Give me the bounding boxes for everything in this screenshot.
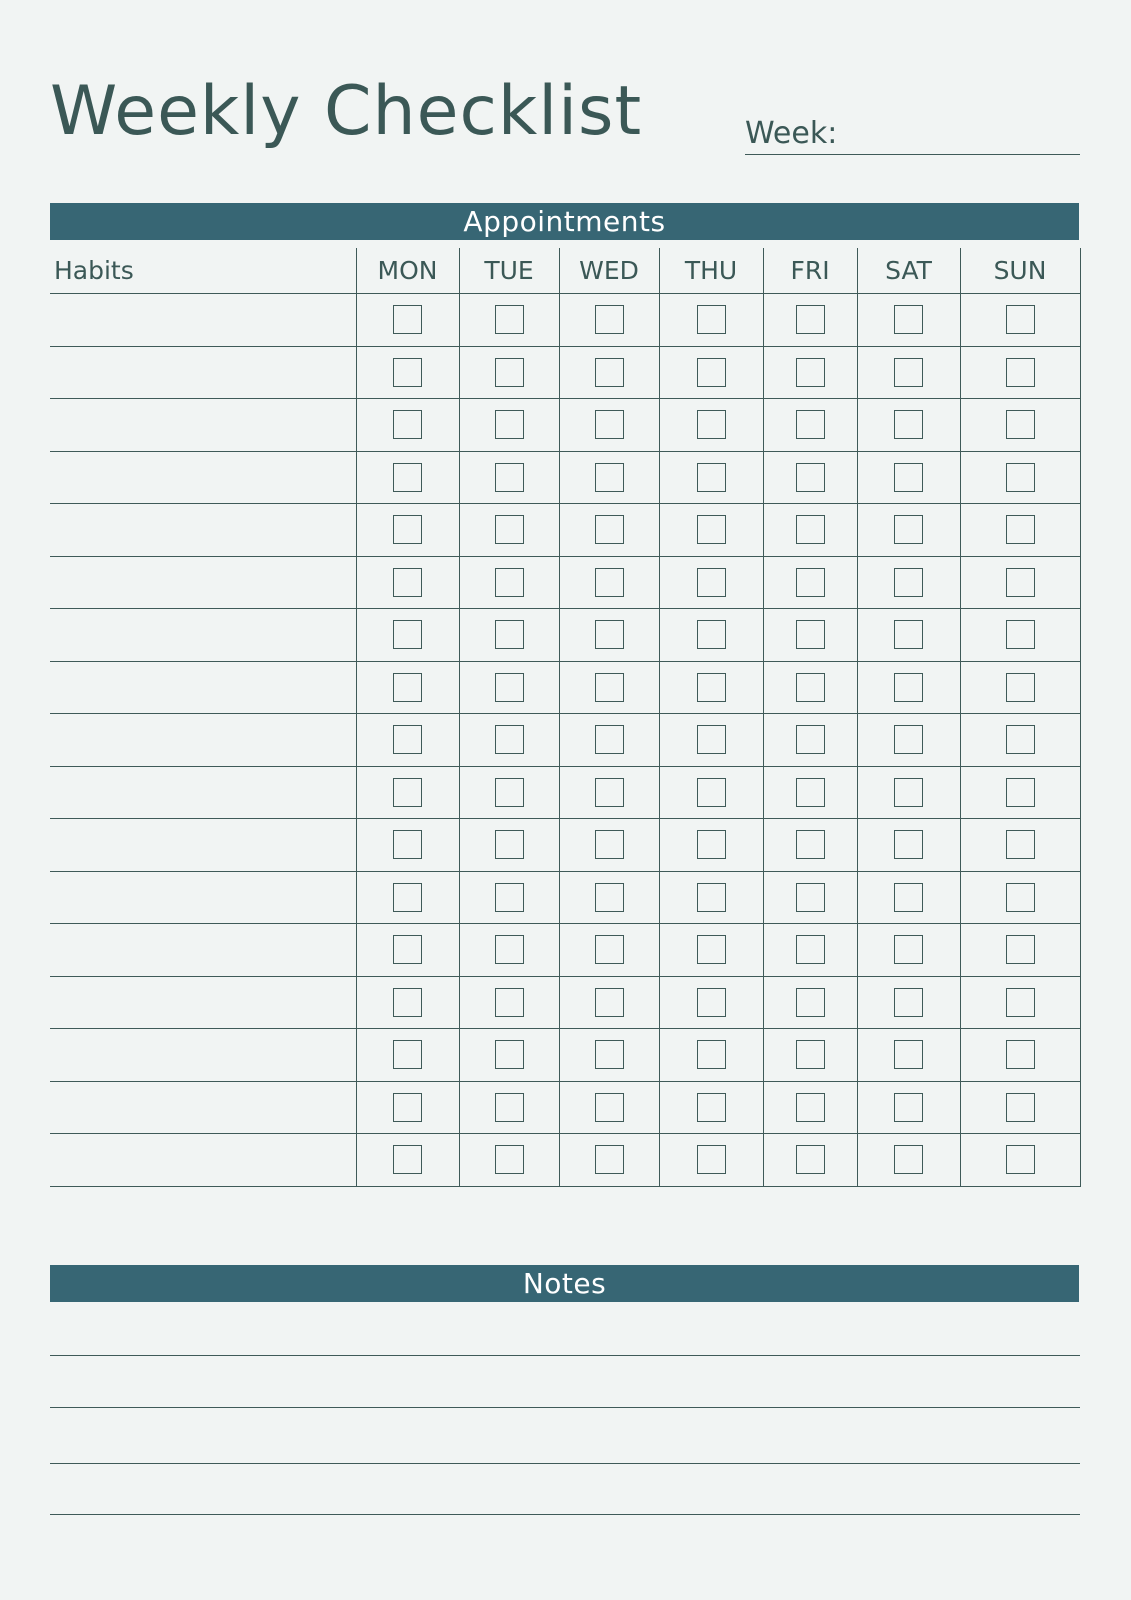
habit-name-field[interactable] [50, 556, 356, 609]
checkbox[interactable] [393, 620, 422, 649]
day-cell-fri [763, 819, 857, 872]
day-cell-tue [459, 766, 559, 819]
checkbox[interactable] [796, 673, 825, 702]
habit-row [50, 1134, 1080, 1187]
day-cell-wed [559, 819, 659, 872]
checkbox[interactable] [1006, 725, 1035, 754]
day-cell-tue [459, 294, 559, 347]
checkbox[interactable] [697, 1093, 726, 1122]
checkbox[interactable] [796, 883, 825, 912]
checkbox[interactable] [393, 883, 422, 912]
day-cell-fri [763, 1134, 857, 1187]
checkbox[interactable] [894, 830, 923, 859]
day-cell-thu [659, 871, 763, 924]
day-cell-thu [659, 661, 763, 714]
checkbox[interactable] [1006, 935, 1035, 964]
checkbox[interactable] [393, 988, 422, 1017]
day-cell-mon [356, 556, 459, 609]
day-cell-thu [659, 924, 763, 977]
checkbox[interactable] [495, 725, 524, 754]
checkbox[interactable] [495, 305, 524, 334]
habit-row [50, 346, 1080, 399]
habit-row [50, 976, 1080, 1029]
checkbox[interactable] [796, 935, 825, 964]
day-cell-wed [559, 451, 659, 504]
day-cell-tue [459, 346, 559, 399]
habit-name-field[interactable] [50, 609, 356, 662]
habit-name-field[interactable] [50, 346, 356, 399]
habit-name-field[interactable] [50, 766, 356, 819]
habit-row [50, 661, 1080, 714]
checkbox[interactable] [894, 463, 923, 492]
habit-row [50, 924, 1080, 977]
habit-grid [50, 248, 1081, 1187]
day-cell-fri [763, 871, 857, 924]
checkbox[interactable] [796, 1040, 825, 1069]
habit-row [50, 714, 1080, 767]
habit-row [50, 556, 1080, 609]
checkbox[interactable] [595, 305, 624, 334]
checkbox[interactable] [894, 410, 923, 439]
day-header-tue: TUE [459, 248, 559, 294]
checkbox[interactable] [697, 725, 726, 754]
day-cell-fri [763, 346, 857, 399]
checkbox[interactable] [894, 1093, 923, 1122]
day-cell-sat [857, 766, 960, 819]
checkbox[interactable] [894, 1145, 923, 1174]
checkbox[interactable] [697, 620, 726, 649]
checkbox[interactable] [495, 463, 524, 492]
day-cell-mon [356, 976, 459, 1029]
checkbox[interactable] [1006, 778, 1035, 807]
page-title: Weekly Checklist [50, 72, 643, 151]
week-field[interactable] [745, 116, 1080, 155]
habit-row [50, 1081, 1080, 1134]
checkbox[interactable] [495, 988, 524, 1017]
checkbox[interactable] [697, 568, 726, 597]
day-cell-wed [559, 976, 659, 1029]
day-cell-sun [960, 766, 1080, 819]
day-cell-mon [356, 924, 459, 977]
checkbox[interactable] [393, 830, 422, 859]
day-cell-tue [459, 871, 559, 924]
checkbox[interactable] [796, 568, 825, 597]
day-cell-fri [763, 1029, 857, 1082]
day-cell-mon [356, 766, 459, 819]
day-cell-sat [857, 871, 960, 924]
checkbox[interactable] [894, 673, 923, 702]
checkbox[interactable] [495, 1040, 524, 1069]
habit-name-field[interactable] [50, 819, 356, 872]
day-cell-wed [559, 346, 659, 399]
day-cell-mon [356, 609, 459, 662]
day-cell-fri [763, 924, 857, 977]
day-cell-mon [356, 1081, 459, 1134]
day-cell-tue [459, 1081, 559, 1134]
checkbox[interactable] [894, 988, 923, 1017]
checkbox[interactable] [697, 830, 726, 859]
checkbox[interactable] [796, 1145, 825, 1174]
day-cell-wed [559, 1081, 659, 1134]
checkbox[interactable] [796, 988, 825, 1017]
day-cell-mon [356, 399, 459, 452]
habit-name-field[interactable] [50, 1134, 356, 1187]
day-cell-thu [659, 1029, 763, 1082]
day-cell-sun [960, 1029, 1080, 1082]
habit-row [50, 504, 1080, 557]
day-cell-sun [960, 294, 1080, 347]
day-cell-mon [356, 451, 459, 504]
checkbox[interactable] [1006, 883, 1035, 912]
checkbox[interactable] [393, 778, 422, 807]
checkbox[interactable] [495, 410, 524, 439]
day-cell-fri [763, 766, 857, 819]
checkbox[interactable] [595, 1093, 624, 1122]
habit-name-field[interactable] [50, 661, 356, 714]
day-header-sun: SUN [960, 248, 1080, 294]
checkbox[interactable] [595, 410, 624, 439]
day-cell-sat [857, 346, 960, 399]
day-cell-mon [356, 1134, 459, 1187]
day-cell-mon [356, 871, 459, 924]
habit-row [50, 1029, 1080, 1082]
day-cell-sun [960, 346, 1080, 399]
day-cell-mon [356, 714, 459, 767]
week-label: Week: [745, 116, 838, 151]
habits-header: Habits [50, 248, 356, 294]
checkbox[interactable] [796, 830, 825, 859]
checkbox[interactable] [796, 358, 825, 387]
checkbox[interactable] [1006, 410, 1035, 439]
habit-name-field[interactable] [50, 451, 356, 504]
day-cell-sun [960, 714, 1080, 767]
checkbox[interactable] [595, 673, 624, 702]
day-cell-wed [559, 661, 659, 714]
notes-header: Notes [50, 1265, 1079, 1302]
checkbox[interactable] [393, 410, 422, 439]
habit-name-field[interactable] [50, 976, 356, 1029]
checkbox[interactable] [1006, 463, 1035, 492]
checkbox[interactable] [894, 935, 923, 964]
day-header-wed: WED [559, 248, 659, 294]
checkbox[interactable] [495, 1145, 524, 1174]
day-cell-fri [763, 294, 857, 347]
day-cell-wed [559, 556, 659, 609]
habit-name-field[interactable] [50, 924, 356, 977]
day-cell-sun [960, 976, 1080, 1029]
day-cell-tue [459, 609, 559, 662]
checkbox[interactable] [393, 935, 422, 964]
checkbox[interactable] [495, 935, 524, 964]
checkbox[interactable] [595, 568, 624, 597]
day-cell-thu [659, 556, 763, 609]
checkbox[interactable] [393, 358, 422, 387]
day-cell-wed [559, 1134, 659, 1187]
checkbox[interactable] [495, 778, 524, 807]
day-cell-sat [857, 924, 960, 977]
day-cell-wed [559, 766, 659, 819]
day-cell-sat [857, 1081, 960, 1134]
checkbox[interactable] [393, 1040, 422, 1069]
checkbox[interactable] [697, 778, 726, 807]
checkbox[interactable] [495, 883, 524, 912]
checkbox[interactable] [595, 725, 624, 754]
checkbox[interactable] [697, 988, 726, 1017]
checkbox[interactable] [393, 725, 422, 754]
day-cell-sat [857, 556, 960, 609]
day-cell-tue [459, 556, 559, 609]
checkbox[interactable] [894, 778, 923, 807]
day-cell-tue [459, 399, 559, 452]
day-cell-mon [356, 504, 459, 557]
checkbox[interactable] [393, 1145, 422, 1174]
day-cell-fri [763, 399, 857, 452]
checkbox[interactable] [393, 305, 422, 334]
day-cell-fri [763, 714, 857, 767]
habit-row [50, 294, 1080, 347]
day-cell-tue [459, 504, 559, 557]
day-cell-sat [857, 819, 960, 872]
day-cell-fri [763, 451, 857, 504]
habit-name-field[interactable] [50, 1081, 356, 1134]
habit-row [50, 451, 1080, 504]
checkbox[interactable] [393, 568, 422, 597]
day-cell-mon [356, 661, 459, 714]
day-cell-thu [659, 766, 763, 819]
day-cell-wed [559, 924, 659, 977]
day-cell-sun [960, 399, 1080, 452]
day-cell-sun [960, 609, 1080, 662]
day-cell-sat [857, 714, 960, 767]
day-cell-thu [659, 1134, 763, 1187]
day-cell-sun [960, 661, 1080, 714]
habit-name-field[interactable] [50, 1029, 356, 1082]
day-cell-thu [659, 504, 763, 557]
checkbox[interactable] [595, 988, 624, 1017]
checkbox[interactable] [495, 620, 524, 649]
day-cell-fri [763, 556, 857, 609]
day-header-sat: SAT [857, 248, 960, 294]
day-header-fri: FRI [763, 248, 857, 294]
day-cell-tue [459, 1134, 559, 1187]
checkbox[interactable] [796, 778, 825, 807]
checkbox[interactable] [595, 358, 624, 387]
checkbox[interactable] [595, 935, 624, 964]
checkbox[interactable] [1006, 358, 1035, 387]
habit-name-field[interactable] [50, 504, 356, 557]
day-cell-sun [960, 451, 1080, 504]
habit-row [50, 871, 1080, 924]
checkbox[interactable] [1006, 1040, 1035, 1069]
checkbox[interactable] [894, 515, 923, 544]
day-cell-wed [559, 714, 659, 767]
day-cell-sat [857, 399, 960, 452]
day-cell-fri [763, 504, 857, 557]
checkbox[interactable] [495, 830, 524, 859]
checkbox[interactable] [1006, 515, 1035, 544]
checkbox[interactable] [595, 463, 624, 492]
day-cell-sun [960, 1081, 1080, 1134]
checkbox[interactable] [595, 515, 624, 544]
day-cell-tue [459, 976, 559, 1029]
day-cell-sat [857, 294, 960, 347]
checkbox[interactable] [393, 515, 422, 544]
day-cell-thu [659, 451, 763, 504]
day-cell-mon [356, 294, 459, 347]
checkbox[interactable] [697, 358, 726, 387]
grid-header-row [50, 248, 1080, 294]
day-cell-sun [960, 924, 1080, 977]
checkbox[interactable] [796, 725, 825, 754]
day-cell-tue [459, 714, 559, 767]
day-cell-sat [857, 1029, 960, 1082]
checkbox[interactable] [495, 568, 524, 597]
day-cell-thu [659, 819, 763, 872]
habit-name-field[interactable] [50, 871, 356, 924]
day-cell-sat [857, 504, 960, 557]
checkbox[interactable] [697, 463, 726, 492]
day-cell-thu [659, 609, 763, 662]
checkbox[interactable] [894, 1040, 923, 1069]
habit-name-field[interactable] [50, 399, 356, 452]
day-cell-wed [559, 609, 659, 662]
checkbox[interactable] [796, 620, 825, 649]
day-cell-sat [857, 1134, 960, 1187]
day-header-thu: THU [659, 248, 763, 294]
checkbox[interactable] [393, 673, 422, 702]
checkbox[interactable] [697, 410, 726, 439]
day-cell-thu [659, 399, 763, 452]
checkbox[interactable] [697, 935, 726, 964]
checkbox[interactable] [595, 778, 624, 807]
checkbox[interactable] [697, 1145, 726, 1174]
checkbox[interactable] [495, 358, 524, 387]
checkbox[interactable] [595, 1040, 624, 1069]
day-cell-sun [960, 1134, 1080, 1187]
checkbox[interactable] [595, 830, 624, 859]
checkbox[interactable] [697, 1040, 726, 1069]
day-cell-tue [459, 661, 559, 714]
day-cell-thu [659, 294, 763, 347]
checkbox[interactable] [697, 883, 726, 912]
habit-name-field[interactable] [50, 714, 356, 767]
day-cell-thu [659, 714, 763, 767]
day-cell-fri [763, 661, 857, 714]
checkbox[interactable] [495, 1093, 524, 1122]
day-cell-mon [356, 1029, 459, 1082]
day-cell-sun [960, 556, 1080, 609]
habit-name-field[interactable] [50, 294, 356, 347]
day-cell-tue [459, 1029, 559, 1082]
checkbox[interactable] [1006, 830, 1035, 859]
day-cell-tue [459, 924, 559, 977]
day-cell-thu [659, 976, 763, 1029]
checkbox[interactable] [1006, 673, 1035, 702]
day-cell-mon [356, 819, 459, 872]
habit-row [50, 819, 1080, 872]
checkbox[interactable] [796, 1093, 825, 1122]
appointments-header: Appointments [50, 203, 1079, 240]
day-cell-fri [763, 976, 857, 1029]
checkbox[interactable] [1006, 1093, 1035, 1122]
note-line[interactable] [50, 1514, 1080, 1515]
day-cell-sun [960, 504, 1080, 557]
checkbox[interactable] [894, 305, 923, 334]
day-cell-sat [857, 609, 960, 662]
checkbox[interactable] [393, 1093, 422, 1122]
checkbox[interactable] [796, 305, 825, 334]
day-cell-tue [459, 451, 559, 504]
day-cell-thu [659, 346, 763, 399]
day-cell-sat [857, 451, 960, 504]
checkbox[interactable] [894, 883, 923, 912]
checkbox[interactable] [697, 305, 726, 334]
checkbox[interactable] [894, 568, 923, 597]
day-cell-sat [857, 661, 960, 714]
checkbox[interactable] [697, 515, 726, 544]
day-cell-sun [960, 871, 1080, 924]
checkbox[interactable] [1006, 568, 1035, 597]
day-cell-mon [356, 346, 459, 399]
checkbox[interactable] [1006, 1145, 1035, 1174]
day-cell-tue [459, 819, 559, 872]
habit-row [50, 399, 1080, 452]
checkbox[interactable] [1006, 620, 1035, 649]
habit-row [50, 609, 1080, 662]
checkbox[interactable] [1006, 305, 1035, 334]
checkbox[interactable] [595, 883, 624, 912]
checkbox[interactable] [894, 725, 923, 754]
checkbox[interactable] [894, 620, 923, 649]
checkbox[interactable] [796, 410, 825, 439]
day-cell-wed [559, 1029, 659, 1082]
habit-row [50, 766, 1080, 819]
day-cell-wed [559, 294, 659, 347]
day-header-mon: MON [356, 248, 459, 294]
checkbox[interactable] [495, 673, 524, 702]
note-line[interactable] [50, 1407, 1080, 1408]
day-cell-wed [559, 871, 659, 924]
checkbox[interactable] [495, 515, 524, 544]
day-cell-fri [763, 1081, 857, 1134]
day-cell-wed [559, 399, 659, 452]
note-line[interactable] [50, 1355, 1080, 1356]
day-cell-wed [559, 504, 659, 557]
day-cell-sun [960, 819, 1080, 872]
day-cell-fri [763, 609, 857, 662]
day-cell-thu [659, 1081, 763, 1134]
note-line[interactable] [50, 1463, 1080, 1464]
checkbox[interactable] [595, 620, 624, 649]
checkbox[interactable] [894, 358, 923, 387]
checkbox[interactable] [393, 463, 422, 492]
day-cell-sat [857, 976, 960, 1029]
checkbox[interactable] [697, 673, 726, 702]
checkbox[interactable] [595, 1145, 624, 1174]
checkbox[interactable] [796, 463, 825, 492]
checkbox[interactable] [796, 515, 825, 544]
checkbox[interactable] [1006, 988, 1035, 1017]
